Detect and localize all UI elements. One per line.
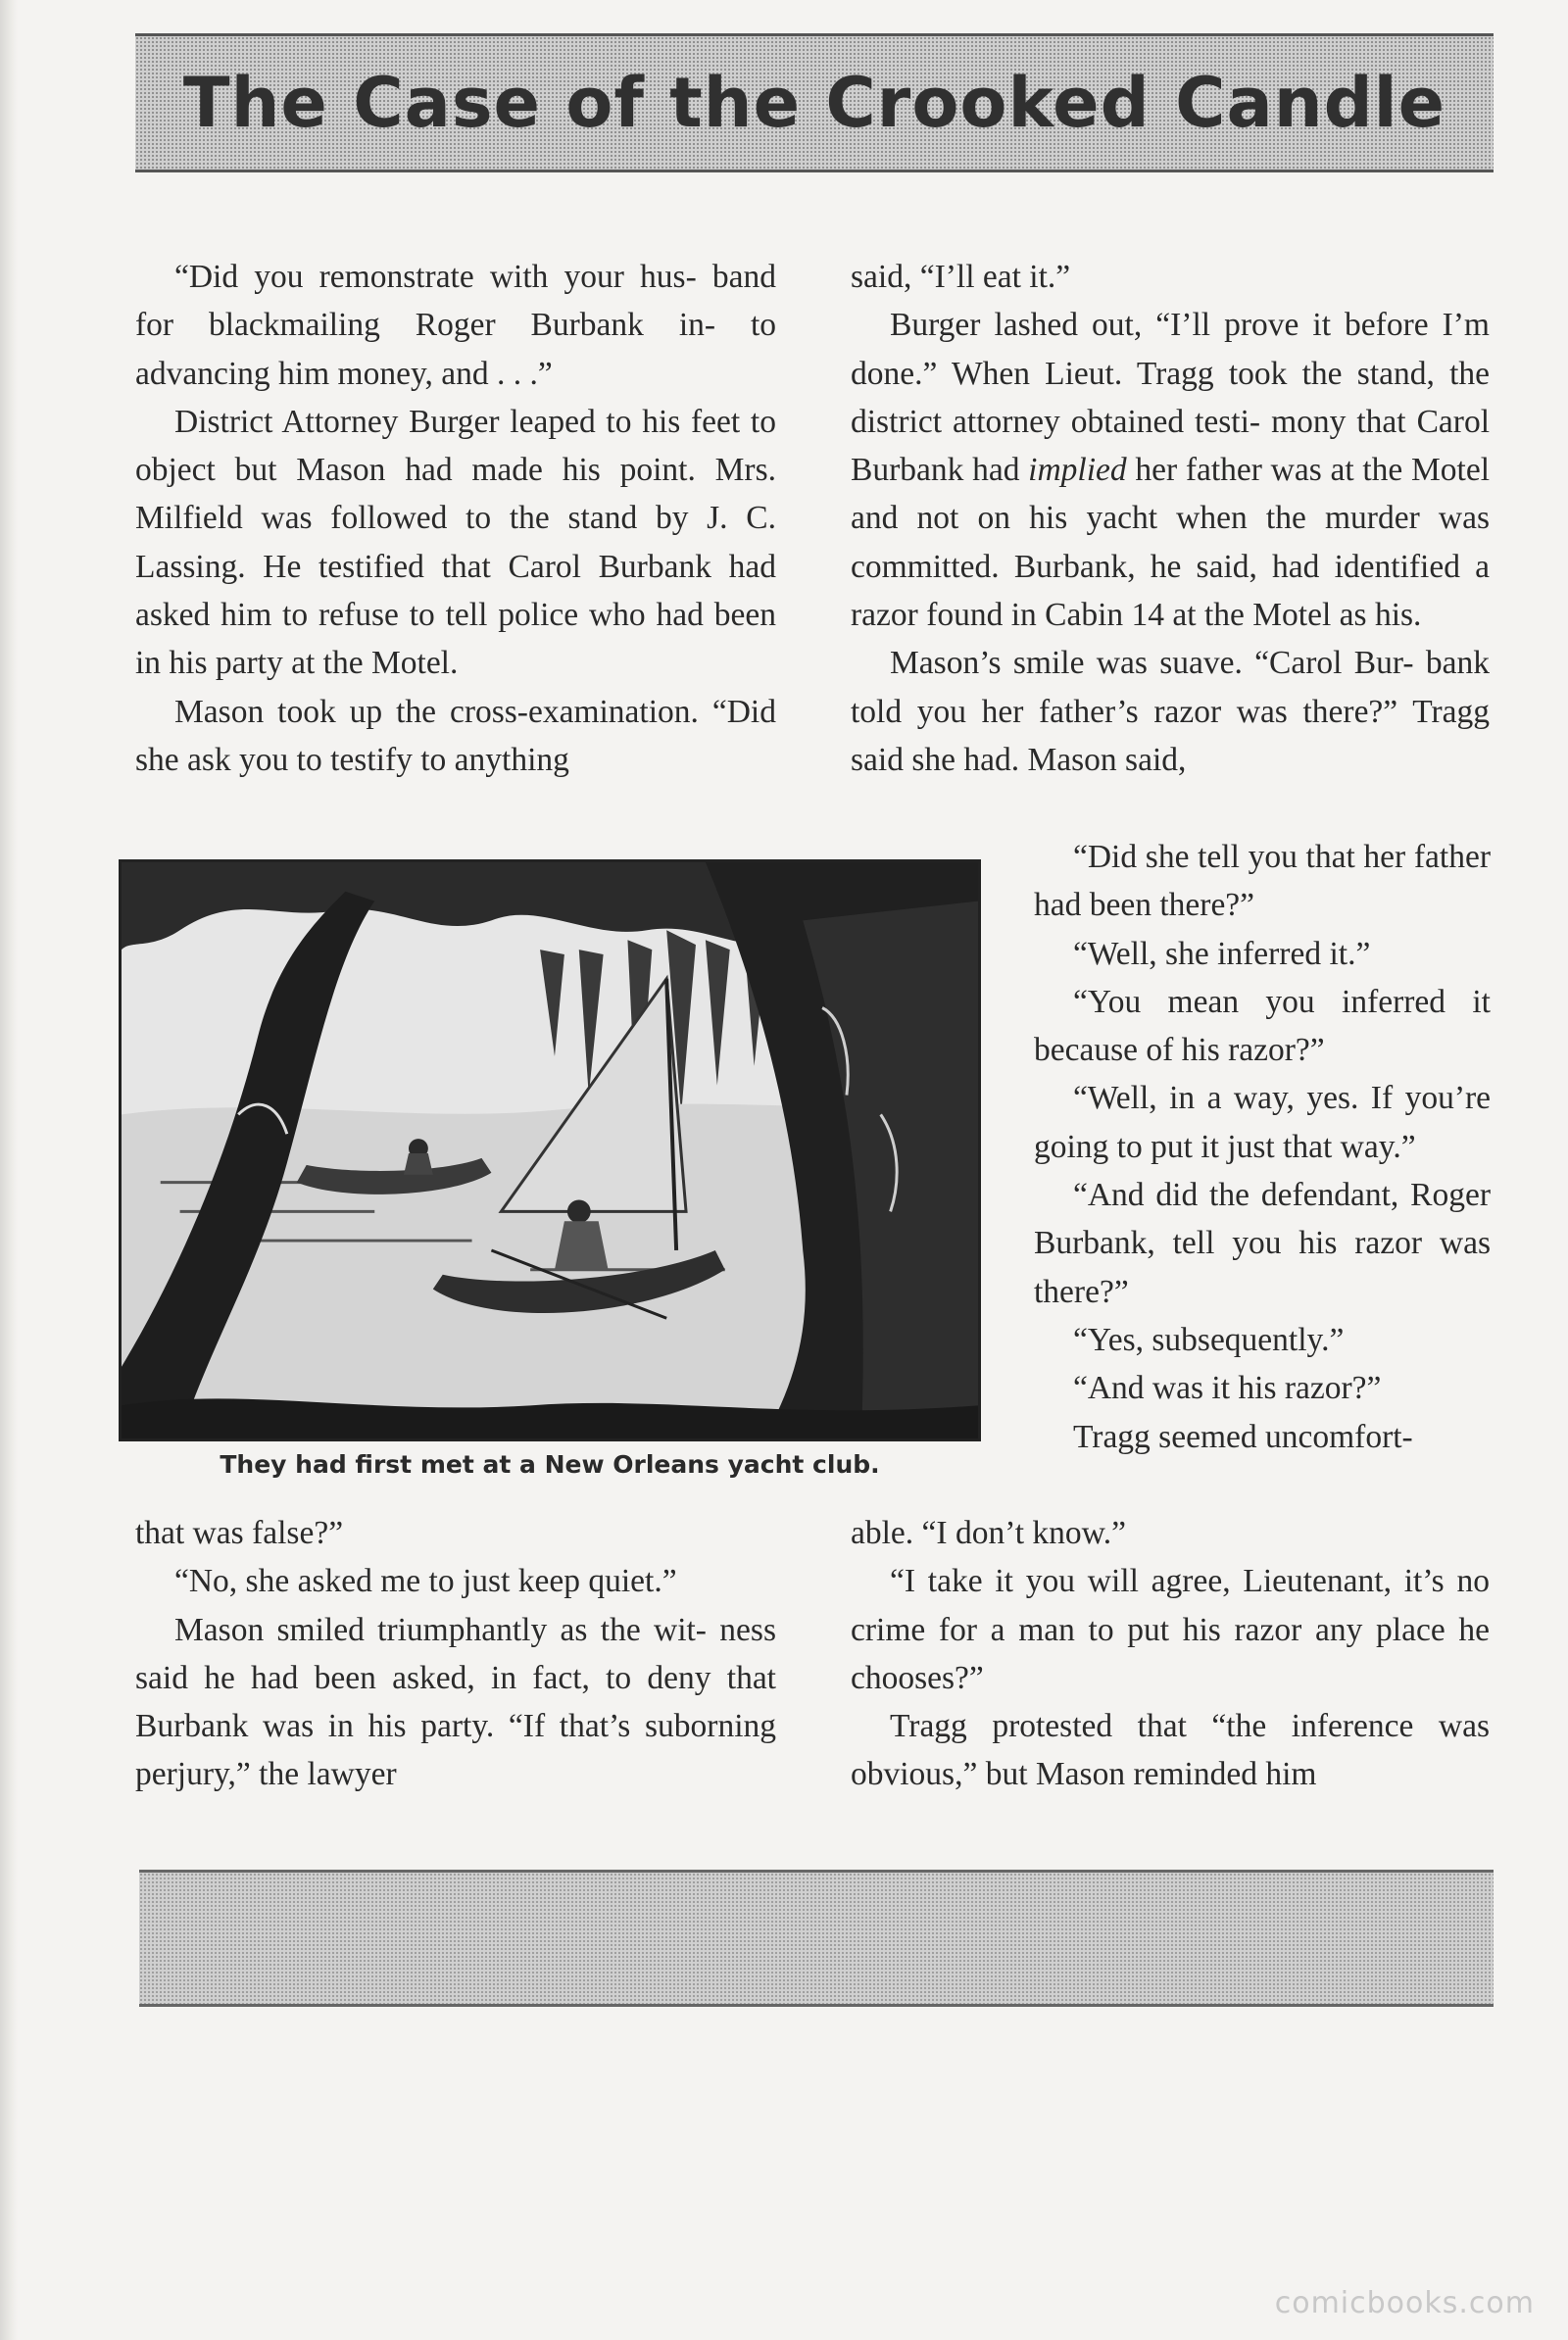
text-line: because of his razor?”	[1034, 1032, 1325, 1069]
paragraph	[851, 1702, 1490, 1799]
paragraph	[1034, 1413, 1491, 1461]
text-line: tell police who had been in his party at the	[135, 597, 776, 682]
text-line: was obvious,” but Mason reminded him	[851, 1708, 1490, 1793]
text-line: District Attorney Burger leaped to his	[174, 403, 681, 440]
illustration-bayou-boats	[119, 859, 981, 1441]
footer-halftone-band	[139, 1870, 1494, 2007]
text-line: there?” Tragg said she had. Mason said,	[851, 693, 1491, 778]
text-line: band for blackmailing Roger Burbank in-	[135, 259, 777, 344]
text-line: Mason smiled triumphantly as the wit-	[174, 1611, 707, 1648]
text-line: stand by J. C. Lassing. He testified that	[135, 500, 776, 585]
text-line: that was false?”	[135, 1515, 344, 1551]
illustration-caption: They had first met at a New Orleans yacht club.	[220, 1450, 880, 1479]
text-line: “Well, she inferred it.”	[1073, 935, 1371, 972]
text-line: “And did the defendant,	[1073, 1177, 1399, 1214]
text-line: bank told you her father’s razor was	[851, 645, 1490, 730]
text-line: found in Cabin 14 at the Motel as his.	[926, 597, 1422, 634]
paragraph	[1034, 1171, 1491, 1316]
left-column-top	[135, 253, 776, 784]
text-line: ness said he had been asked, in fact, to	[135, 1611, 776, 1696]
text-line: “Did you remonstrate with your hus-	[174, 259, 697, 295]
right-column-top	[851, 253, 1490, 784]
text-line: Burbank, he said, had identified a razor	[851, 548, 1490, 634]
text-line: that way.”	[1283, 1128, 1416, 1165]
text-line: “I take it you will agree, Lieutenant,	[890, 1563, 1392, 1600]
text-line: “Well, in a way, yes. If	[1073, 1080, 1394, 1117]
paragraph	[851, 639, 1490, 784]
text-line: that’s suborning perjury,” the lawyer	[135, 1708, 776, 1793]
paragraph	[1034, 833, 1491, 930]
watermark: comicbooks.com	[1274, 2286, 1535, 2320]
text-line: you’re going to put it just	[1034, 1080, 1491, 1165]
paragraph	[851, 1509, 1490, 1557]
text-line: “Did she tell you that her	[1073, 839, 1406, 875]
text-line: “You mean you inferred it	[1073, 983, 1491, 1020]
text-line: place he chooses?”	[851, 1611, 1490, 1696]
story-title: The Case of the Crooked Candle	[182, 63, 1446, 143]
text-line: razor was there?”	[1034, 1225, 1491, 1310]
text-line: father had been there?”	[1034, 839, 1492, 924]
text-line: Mason’s smile was suave. “Carol Bur-	[890, 645, 1414, 682]
text-line: Carol Burbank had asked him to refuse to	[135, 548, 776, 634]
text-line: stand, the district attorney obtained testi-	[851, 355, 1491, 440]
text-line: point. Mrs. Milfield was followed to the	[135, 452, 776, 537]
paragraph	[135, 1606, 776, 1799]
text-line: her	[1126, 452, 1178, 489]
text-line: “Yes, subsequently.”	[1073, 1321, 1345, 1358]
text-line: I’m done.” When Lieut. Tragg took the	[851, 307, 1490, 392]
paragraph	[1034, 1074, 1491, 1171]
paragraph	[1034, 930, 1491, 978]
text-line: Roger Burbank, tell you his	[1034, 1177, 1491, 1262]
paragraph	[851, 1557, 1490, 1702]
right-column-bottom	[851, 1509, 1490, 1799]
text-line: yacht when the murder was committed.	[851, 500, 1490, 585]
text-line: “Did she ask you to testify to anything	[135, 693, 776, 778]
right-column-wrap	[1034, 833, 1491, 1461]
paragraph	[851, 253, 1490, 301]
emphasis-text: implied	[1028, 452, 1127, 489]
page-binding-edge	[0, 0, 18, 2340]
text-line: deny that Burbank was in his party. “If	[135, 1659, 776, 1745]
text-line: Tragg protested that “the inference	[890, 1708, 1414, 1745]
text-line: able. “I don’t know.”	[851, 1515, 1126, 1551]
illustration-drawing	[122, 862, 978, 1438]
text-line: Motel.	[370, 645, 459, 682]
paragraph	[135, 688, 776, 785]
paragraph	[851, 301, 1490, 639]
title-banner	[135, 33, 1494, 172]
paragraph	[1034, 1316, 1491, 1364]
left-column-bottom	[135, 1509, 776, 1799]
text-line: “And was it his razor?”	[1073, 1370, 1382, 1407]
paragraph	[135, 398, 776, 688]
text-line: Tragg seemed uncomfort-	[1073, 1418, 1413, 1455]
paragraph	[135, 253, 776, 398]
paragraph	[135, 1509, 776, 1557]
paragraph	[1034, 1364, 1491, 1412]
text-line: it’s no crime for a man to put his razor any	[851, 1563, 1490, 1648]
paragraph	[135, 1557, 776, 1605]
text-line: Mason took up the cross-examination.	[174, 693, 699, 730]
text-line: father was at the Motel and not on his	[851, 452, 1490, 537]
text-line: to advancing him money, and . . .”	[135, 307, 776, 392]
text-line: said, “I’ll eat it.”	[851, 259, 1071, 295]
text-line: “No, she asked me to just keep quiet.”	[174, 1563, 677, 1600]
text-line: feet to object but Mason had made his	[135, 403, 776, 489]
text-line: Burger lashed out, “I’ll prove it before	[890, 307, 1429, 344]
paragraph	[1034, 978, 1491, 1075]
text-line: mony that Carol Burbank had	[851, 403, 1491, 489]
